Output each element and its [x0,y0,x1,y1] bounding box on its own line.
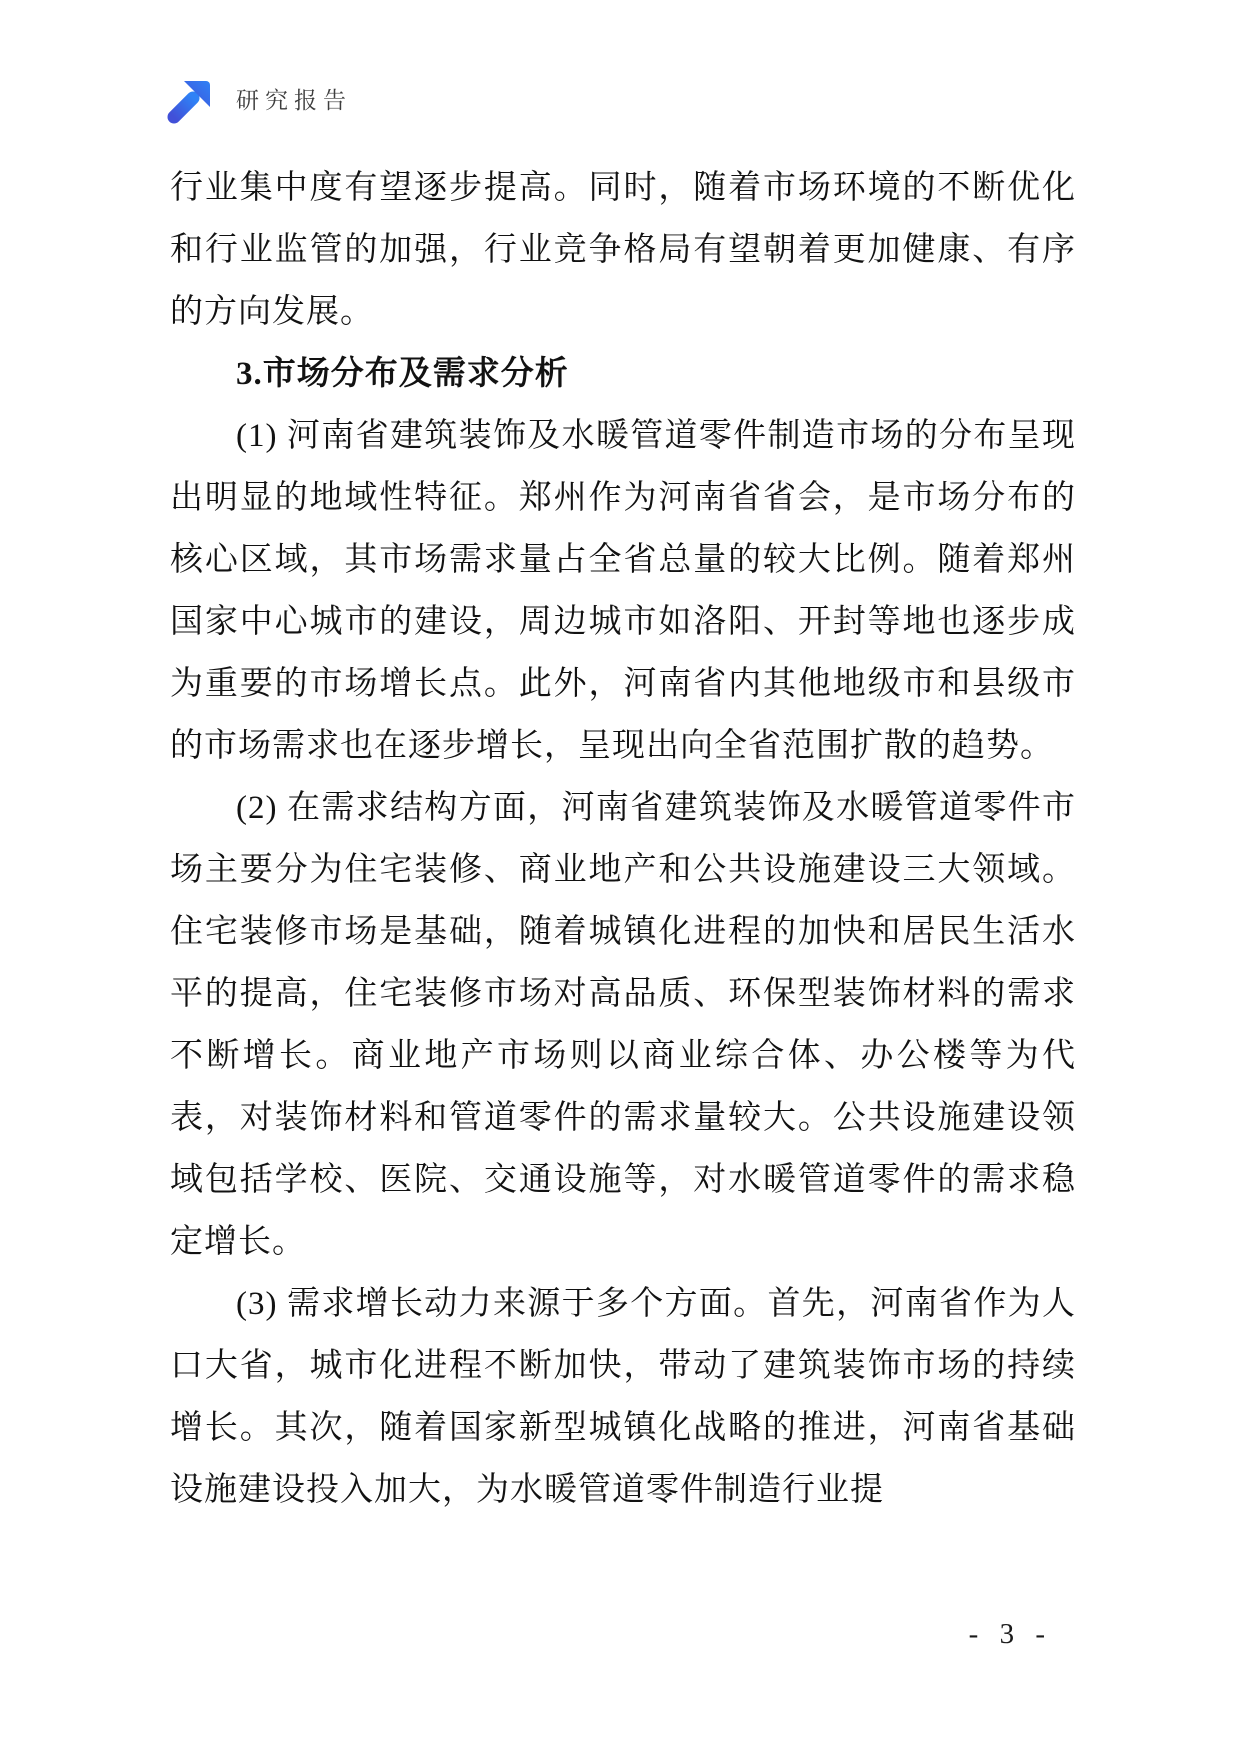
paragraph-continuation: 行业集中度有望逐步提高。同时，随着市场环境的不断优化和行业监管的加强，行业竞争格局有望朝着更加健康、有序的方向发展。 [170,170,1076,330]
paragraph-item-3: (3) 需求增长动力来源于多个方面。首先，河南省作为人口大省，城市化进程不断加快，带动了建筑装饰市场的持续增长。其次，随着国家新型城镇化战略的推进，河南省基础设施建设投入加大，为水暖管道零件制造行业提 [170,1286,1076,1508]
document-body [170,157,1076,1521]
page-number: - 3 - [968,1618,1052,1650]
report-logo-label: 研究报告 [236,88,352,113]
page-header [163,76,352,126]
arrow-up-right-icon [163,76,215,126]
section-heading: 3.市场分布及需求分析 [236,356,569,392]
page-footer [969,1618,1052,1651]
paragraph-item-1: (1) 河南省建筑装饰及水暖管道零件制造市场的分布呈现出明显的地域性特征。郑州作为河南省省会，是市场分布的核心区域，其市场需求量占全省总量的较大比例。随着郑州国家中心城市的建设，周边城市如洛阳、开封等地也逐步成为重要的市场增长点。此外，河南省内其他地级市和县级市的市场需求也在逐步增长，呈现出向全省范围扩散的趋势。 [170,418,1076,764]
paragraph-item-2: (2) 在需求结构方面，河南省建筑装饰及水暖管道零件市场主要分为住宅装修、商业地产和公共设施建设三大领域。住宅装修市场是基础，随着城镇化进程的加快和居民生活水平的提高，住宅装修市场对高品质、环保型装饰材料的需求不断增长。商业地产市场则以商业综合体、办公楼等为代表，对装饰材料和管道零件的需求量较大。公共设施建设领域包括学校、医院、交通设施等，对水暖管道零件的需求稳定增长。 [170,790,1076,1260]
